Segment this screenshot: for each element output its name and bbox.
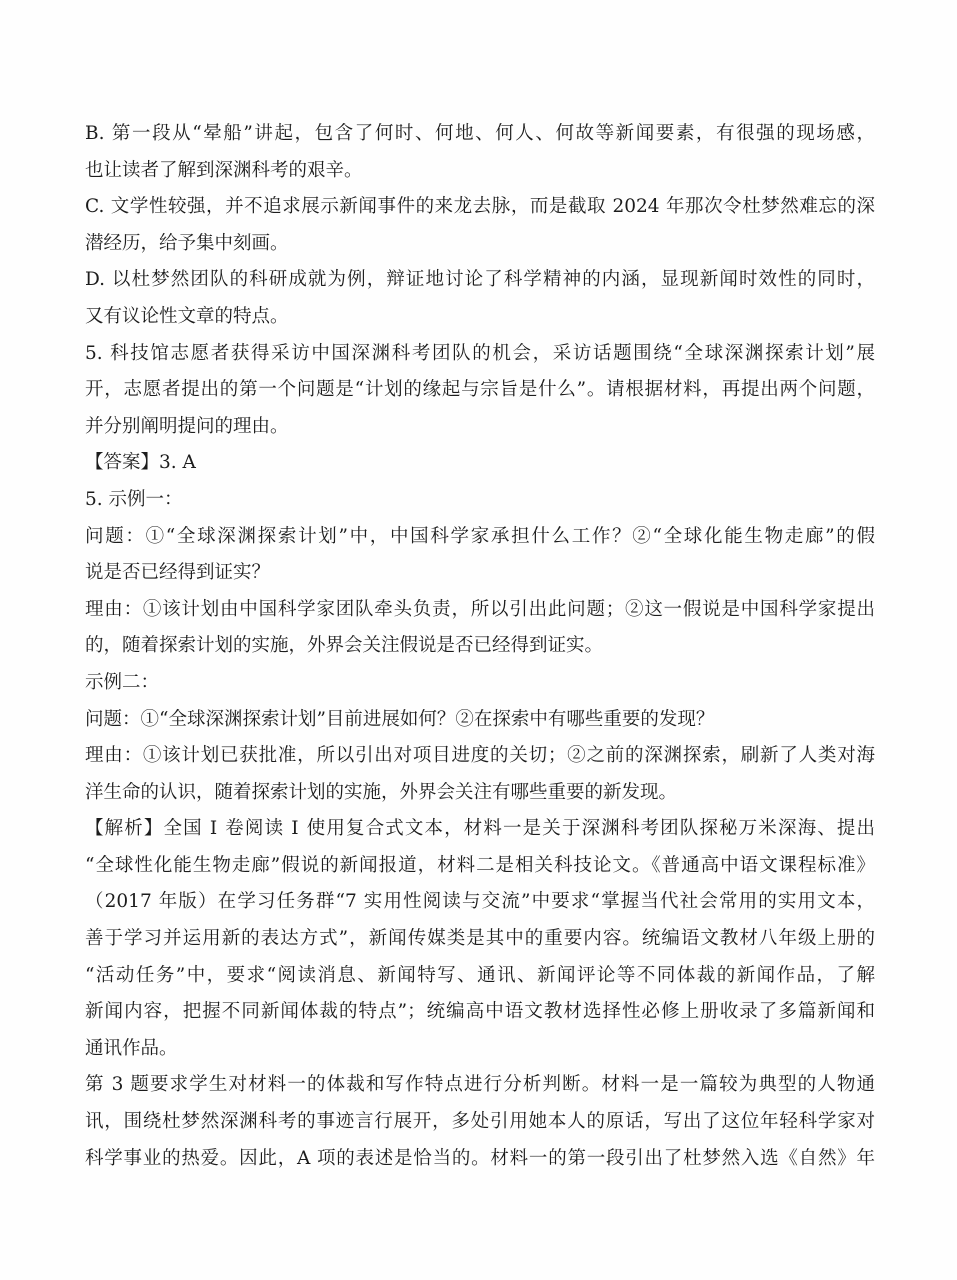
text-line: 通讯作品。 bbox=[85, 1037, 178, 1059]
text-line: 洋生命的认识，随着探索计划的实施，外界会关注有哪些重要的新发现。 bbox=[85, 781, 678, 803]
text-line: 问题：①“全球深渊探索计划”中，中国科学家承担什么工作？②“全球化能生物走廊”的假 bbox=[85, 525, 875, 547]
text-line: B. 第一段从“晕船”讲起，包含了何时、何地、何人、何故等新闻要素，有很强的现场感， bbox=[85, 123, 875, 144]
text-line: 第 3 题要求学生对材料一的体裁和写作特点进行分析判断。材料一是一篇较为典型的人物通 bbox=[85, 1074, 875, 1096]
text-line: 也让读者了解到深渊科考的艰辛。 bbox=[85, 159, 363, 181]
text-line: “活动任务”中，要求“阅读消息、新闻特写、通讯、新闻评论等不同体裁的新闻作品，了解 bbox=[85, 964, 875, 986]
text-line: 开，志愿者提出的第一个问题是“计划的缘起与宗旨是什么”。请根据材料，再提出两个问题， bbox=[85, 379, 875, 401]
text-line: 并分别阐明提问的理由。 bbox=[85, 415, 289, 437]
text-line: 说是否已经得到证实？ bbox=[85, 562, 271, 584]
analysis-heading-line: 【解析】全国 Ⅰ 卷阅读 Ⅰ 使用复合式文本，材料一是关于深渊科考团队探秘万米深海、提出 bbox=[85, 818, 875, 840]
text-line: （2017 年版）在学习任务群“7 实用性阅读与交流”中要求“掌握当代社会常用的实用文本， bbox=[85, 891, 875, 913]
text-line: 讯，围绕杜梦然深渊科考的事迹言行展开，多处引用她本人的原话，写出了这位年轻科学家对 bbox=[85, 1111, 875, 1133]
question-5-line: 5. 科技馆志愿者获得采访中国深渊科考团队的机会，采访话题围绕“全球深渊探索计划”展 bbox=[85, 342, 875, 364]
answer-heading: 【答案】3. A bbox=[85, 452, 196, 474]
example-one-heading: 5. 示例一： bbox=[85, 488, 183, 510]
text-line: 理由：①该计划已获批准，所以引出对项目进度的关切；②之前的深渊探索，刷新了人类对海 bbox=[85, 745, 875, 767]
example-two-heading: 示例二： bbox=[85, 671, 160, 693]
text-line: D. 以杜梦然团队的科研成就为例，辩证地讨论了科学精神的内涵，显现新闻时效性的同时， bbox=[85, 269, 875, 291]
text-line: 的，随着探索计划的实施，外界会关注假说是否已经得到证实。 bbox=[85, 635, 604, 657]
text-line: 理由：①该计划由中国科学家团队牵头负责，所以引出此问题；②这一假说是中国科学家提出 bbox=[85, 598, 875, 620]
text-line: 新闻内容，把握不同新闻体裁的特点”；统编高中语文教材选择性必修上册收录了多篇新闻和 bbox=[85, 1001, 875, 1023]
text-line: 问题：①“全球深渊探索计划”目前进展如何？②在探索中有哪些重要的发现？ bbox=[85, 708, 715, 730]
text-line: C. 文学性较强，并不追求展示新闻事件的来龙去脉，而是截取 2024 年那次令杜梦然难忘的深 bbox=[85, 196, 875, 218]
text-line: 潜经历，给予集中刻画。 bbox=[85, 232, 289, 254]
text-line: 科学事业的热爱。因此，A 项的表述是恰当的。材料一的第一段引出了杜梦然入选《自然》年 bbox=[85, 1147, 875, 1169]
text-line: 又有议论性文章的特点。 bbox=[85, 305, 289, 327]
text-line: “全球性化能生物走廊”假说的新闻报道，材料二是相关科技论文。《普通高中语文课程标准》 bbox=[85, 854, 875, 876]
document-body bbox=[85, 116, 875, 1177]
text-line: 善于学习并运用新的表达方式”，新闻传媒类是其中的重要内容。统编语文教材八年级上册的 bbox=[85, 928, 875, 950]
